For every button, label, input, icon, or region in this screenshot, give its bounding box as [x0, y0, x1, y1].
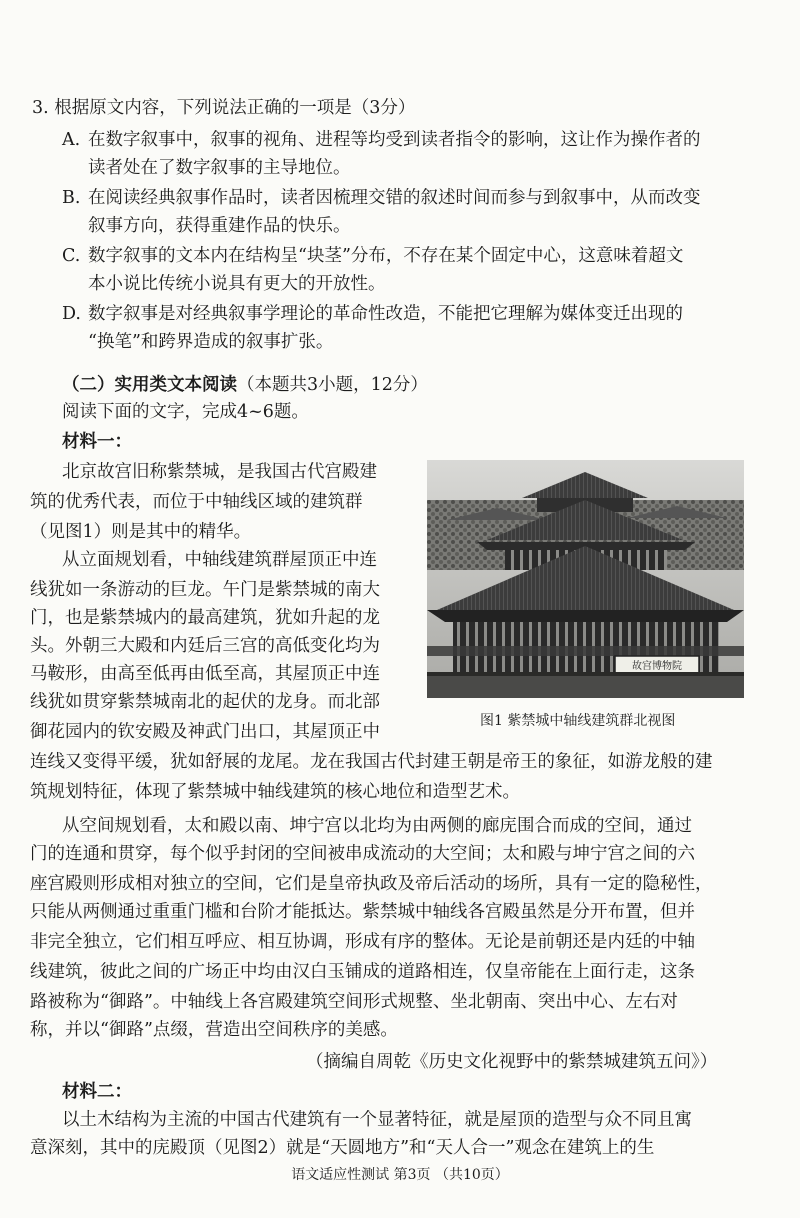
section-title: （二）实用类文本阅读 — [62, 375, 237, 395]
page-footer: 语文适应性测试 第3页 （共10页） — [291, 1167, 509, 1183]
m1-p2-line: 线犹如贯穿紫禁城南北的起伏的龙身。而北部 — [30, 692, 380, 712]
m1-p2-line: 筑规划特征，体现了紫禁城中轴线建筑的核心地位和造型艺术。 — [30, 782, 520, 802]
q3-option-d-cont: “换笔”和跨界造成的叙事扩张。 — [88, 332, 334, 352]
option-text: 在数字叙事中，叙事的视角、进程等均受到读者指令的影响，这让作为操作者的 — [88, 130, 701, 150]
m1-p3-line: 门的连通和贯穿，每个似乎封闭的空间被串成流动的大空间；太和殿与坤宁宫之间的六 — [30, 844, 695, 864]
m1-p1-line: 北京故宫旧称紫禁城，是我国古代宫殿建 — [62, 462, 377, 482]
palace-plaque: 故宫博物院 — [632, 661, 682, 672]
option-text: 在阅读经典叙事作品时，读者因梳理交错的叙述时间而参与到叙事中，从而改变 — [88, 188, 701, 208]
m1-p2-line: 从立面规划看，中轴线建筑群屋顶正中连 — [62, 550, 377, 570]
q3-option-c — [62, 244, 683, 268]
option-label: B. — [62, 188, 81, 208]
option-label: C. — [62, 246, 81, 266]
m1-p3-line: 非完全独立，它们相互呼应、相互协调，形成有序的整体。无论是前朝还是内廷的中轴 — [30, 932, 695, 952]
q3-option-c-cont: 本小说比传统小说具有更大的开放性。 — [88, 274, 386, 294]
section-title-row — [62, 373, 428, 397]
m1-p3-line: 座宫殿则形成相对独立的空间，它们是皇帝执政及帝后活动的场所，具有一定的隐秘性， — [30, 874, 713, 894]
material1-source: （摘编自周乾《历史文化视野中的紫禁城建筑五问》） — [306, 1052, 718, 1072]
option-label: A. — [62, 130, 81, 150]
q3-option-a-cont: 读者处在了数字叙事的主导地位。 — [88, 158, 351, 178]
q3-option-d — [62, 302, 683, 326]
option-text: 数字叙事的文本内在结构呈“块茎”分布，不存在某个固定中心，这意味着超文 — [88, 246, 684, 266]
material1-heading: 材料一： — [62, 432, 132, 452]
option-label: D. — [62, 304, 81, 324]
m1-p2-line: 头。外朝三大殿和内廷后三宫的高低变化均为 — [30, 636, 380, 656]
m1-p3-line: 只能从两侧通过重重门槛和台阶才能抵达。紫禁城中轴线各宫殿虽然是分开布置，但并 — [30, 902, 695, 922]
material2-heading: 材料二： — [62, 1082, 132, 1102]
m1-p3-line: 线建筑，彼此之间的广场正中均由汉白玉铺成的道路相连，仅皇帝能在上面行走，这条 — [30, 962, 695, 982]
m1-p2-line: 门，也是紫禁城内的最高建筑，犹如升起的龙 — [30, 608, 380, 628]
m1-p3-line: 从空间规划看，太和殿以南、坤宁宫以北均为由两侧的廊庑围合而成的空间，通过 — [62, 816, 692, 836]
m1-p3-line: 路被称为“御路”。中轴线上各宫殿建筑空间形式规整、坐北朝南、突出中心、左右对 — [30, 992, 678, 1012]
q3-stem: 3. 根据原文内容，下列说法正确的一项是（3分） — [32, 98, 416, 118]
section-instruction: 阅读下面的文字，完成4~6题。 — [62, 402, 309, 422]
palace-photo — [427, 460, 744, 698]
m1-p2-line: 线犹如一条游动的巨龙。午门是紫禁城的南大 — [30, 580, 380, 600]
m1-p2-line: 连线又变得平缓，犹如舒展的龙尾。龙在我国古代封建王朝是帝王的象征，如游龙般的建 — [30, 752, 713, 772]
m1-p2-line: 马鞍形，由高至低再由低至高，其屋顶正中连 — [30, 664, 380, 684]
figure-caption: 图1 紫禁城中轴线建筑群北视图 — [480, 713, 676, 729]
option-text: 数字叙事是对经典叙事学理论的革命性改造，不能把它理解为媒体变迁出现的 — [88, 304, 683, 324]
m1-p1-line: 筑的优秀代表，而位于中轴线区域的建筑群 — [30, 492, 363, 512]
m2-line: 以土木结构为主流的中国古代建筑有一个显著特征，就是屋顶的造型与众不同且寓 — [62, 1110, 692, 1130]
m1-p3-line: 称，并以“御路”点缀，营造出空间秩序的美感。 — [30, 1020, 398, 1040]
q3-option-b — [62, 186, 701, 210]
m2-line: 意深刻，其中的庑殿顶（见图2）就是“天圆地方”和“天人合一”观念在建筑上的生 — [30, 1138, 655, 1158]
m1-p2-line: 御花园内的钦安殿及神武门出口，其屋顶正中 — [30, 722, 380, 742]
m1-p1-line: （见图1）则是其中的精华。 — [30, 522, 252, 542]
q3-option-b-cont: 叙事方向，获得重建作品的快乐。 — [88, 216, 351, 236]
q3-option-a — [62, 128, 701, 152]
section-title-note: （本题共3小题，12分） — [237, 375, 428, 395]
